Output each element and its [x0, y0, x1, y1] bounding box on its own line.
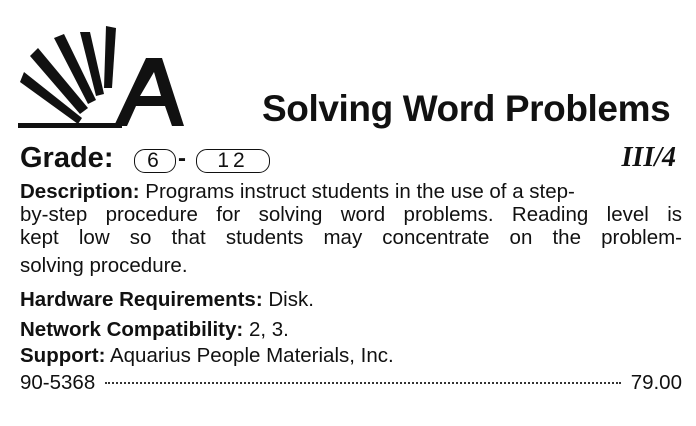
support-info: [20, 344, 682, 368]
level-code: III/4: [621, 142, 676, 173]
support-label: Support:: [20, 344, 106, 367]
order-price: 79.00: [630, 371, 682, 394]
order-row: [20, 371, 682, 397]
hardware-requirements: [20, 288, 682, 312]
support-value: Aquarius People Materials, Inc.: [105, 344, 394, 367]
hardware-label: Hardware Requirements:: [20, 288, 263, 311]
description-line: [20, 180, 682, 203]
grade-low-badge: 6: [134, 149, 176, 173]
dot-leader: [105, 382, 620, 384]
network-label: Network Compatibility:: [20, 318, 244, 341]
order-number: 90-5368: [20, 371, 96, 394]
description-line: kept low so that students may concentrate on the problem-: [20, 226, 682, 249]
description-block: [20, 180, 682, 277]
logo-base-bar: [18, 123, 122, 128]
hardware-value: Disk.: [262, 288, 314, 311]
description-text: Programs instruct students in the use of a step-: [139, 180, 575, 203]
description-line: by-step procedure for solving word problems. Reading level is: [20, 203, 682, 226]
page-title: Solving Word Problems: [262, 88, 671, 129]
sunburst-a-logo: [18, 26, 186, 130]
grade-label: Grade:: [20, 142, 114, 174]
logo-ray: [104, 26, 116, 88]
description-line: solving procedure.: [20, 254, 188, 277]
network-value: 2, 3.: [243, 318, 289, 341]
logo-letter-a: [114, 58, 184, 126]
grade-row: [20, 142, 682, 180]
description-label: Description:: [20, 180, 140, 203]
grade-high-badge: 12: [196, 149, 270, 173]
network-compatibility: [20, 318, 682, 342]
grade-separator: -: [178, 145, 186, 172]
